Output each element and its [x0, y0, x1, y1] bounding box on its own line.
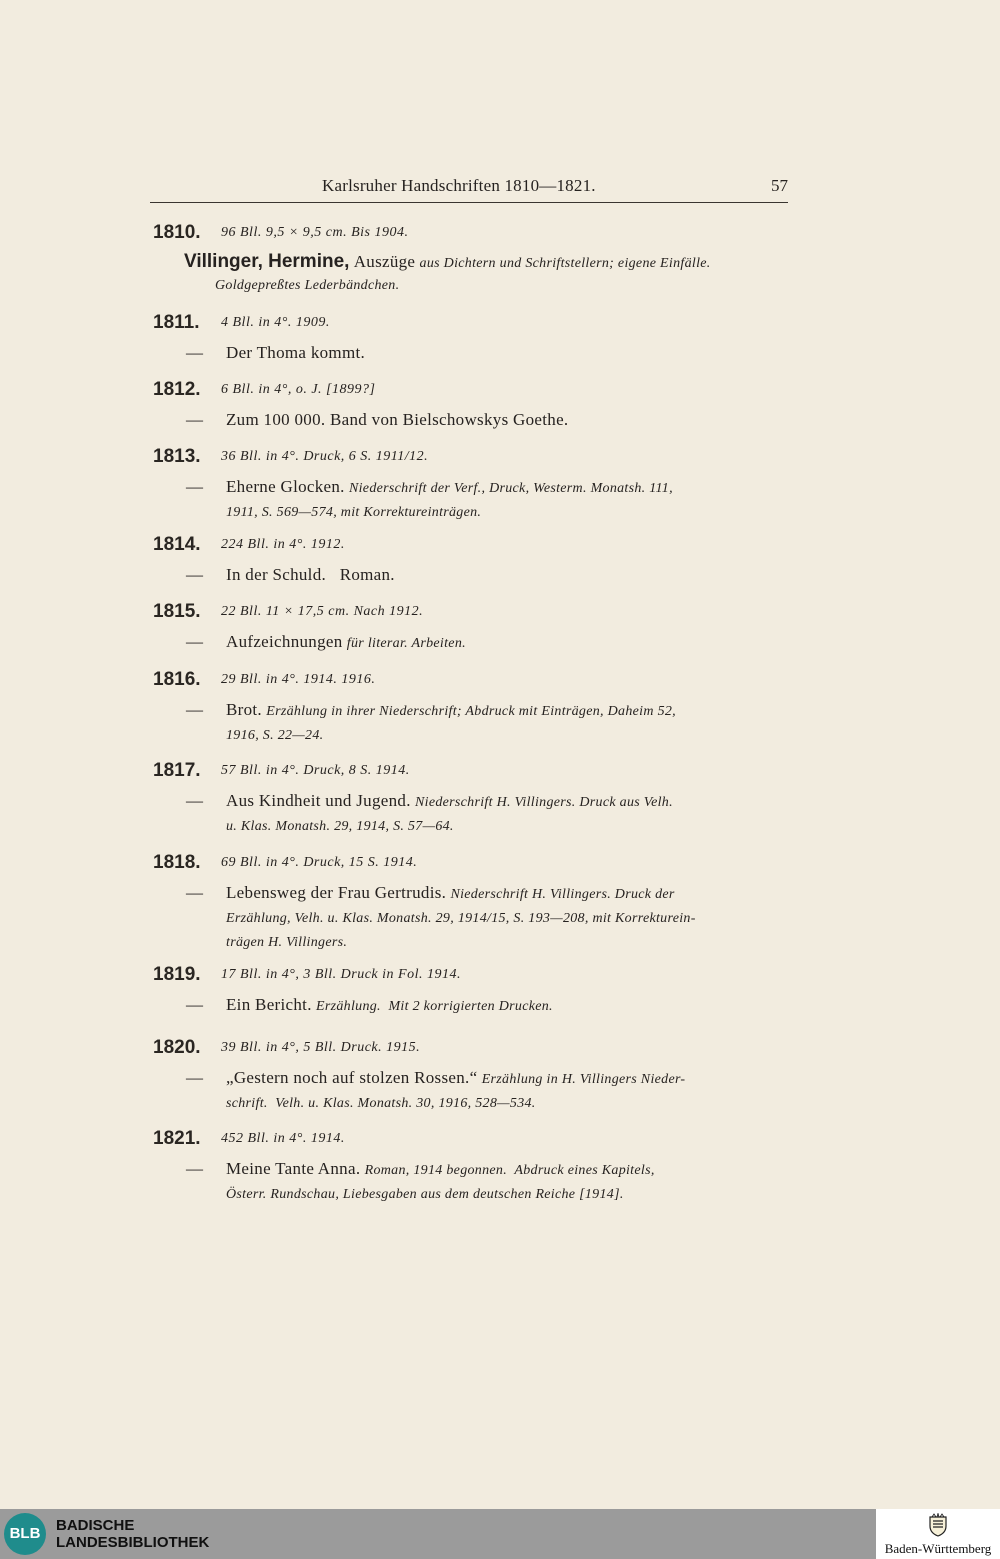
entry-dash: —: [186, 700, 203, 719]
entry-title: Der Thoma kommt.: [226, 343, 366, 362]
entry-number: 1819.: [153, 964, 201, 985]
entry-meta: 69 Bll. in 4°. Druck, 15 S. 1914.: [221, 855, 418, 870]
entry-note: Erzählung in H. Villingers Nieder-: [481, 1072, 686, 1087]
entry-dash: —: [186, 343, 203, 362]
entry-meta: 17 Bll. in 4°, 3 Bll. Druck in Fol. 1914.: [221, 967, 461, 982]
entry-number: 1820.: [153, 1037, 201, 1058]
entry-number: 1817.: [153, 760, 201, 781]
entry-meta: 4 Bll. in 4°. 1909.: [221, 315, 330, 330]
entry-title: Ein Bericht.: [226, 995, 312, 1014]
state-name: Baden-Württemberg: [884, 1541, 992, 1556]
entry-title: „Gestern noch auf stolzen Rossen.“: [226, 1068, 478, 1087]
entry-dash: —: [186, 1159, 203, 1178]
running-header: [150, 176, 788, 203]
entry-author: Villinger, Hermine,: [184, 251, 350, 272]
entry-note-continued: Österr. Rundschau, Liebesgaben aus dem deutschen Reiche [1914].: [226, 1187, 624, 1202]
entry-title: Eherne Glocken.: [226, 477, 345, 496]
entry-note: Erzählung. Mit 2 korrigierten Drucken.: [316, 999, 553, 1014]
library-name-line1: BADISCHE: [56, 1517, 135, 1534]
entry-note: Niederschrift H. Villingers. Druck der: [450, 887, 675, 902]
entry-title: Aus Kindheit und Jugend.: [226, 791, 411, 810]
entry-dash: —: [186, 565, 203, 584]
entry-title: Brot.: [226, 700, 262, 719]
entry-dash: —: [186, 995, 203, 1014]
entry-dash: —: [186, 632, 203, 651]
coat-of-arms-icon: [928, 1513, 948, 1537]
entry-number: 1813.: [153, 446, 201, 467]
entry-dash: —: [186, 410, 203, 429]
entry-meta: 6 Bll. in 4°, o. J. [1899?]: [221, 382, 376, 397]
entry-note-continued: Goldgepreßtes Lederbändchen.: [215, 278, 400, 293]
entry-note: für literar. Arbeiten.: [346, 636, 466, 651]
entry-dash: —: [186, 1068, 203, 1087]
library-footer: [0, 1509, 1000, 1559]
entry-meta: 22 Bll. 11 × 17,5 cm. Nach 1912.: [221, 604, 424, 619]
entry-note-continued: 1916, S. 22—24.: [226, 728, 324, 743]
entry-note-continued: u. Klas. Monatsh. 29, 1914, S. 57—64.: [226, 819, 454, 834]
entry-note-continued: trägen H. Villingers.: [226, 935, 348, 950]
entry-number: 1811.: [153, 312, 200, 333]
library-name-line2: LANDESBIBLIOTHEK: [56, 1534, 210, 1551]
entry-title: Aufzeichnungen: [226, 632, 343, 651]
entry-meta: 96 Bll. 9,5 × 9,5 cm. Bis 1904.: [221, 225, 409, 240]
entry-note-continued: 1911, S. 569—574, mit Korrektureinträgen.: [226, 505, 482, 520]
entry-number: 1815.: [153, 601, 201, 622]
entry-title: Zum 100 000. Band von Bielschowskys Goethe.: [226, 410, 569, 429]
entry-note-continued: schrift. Velh. u. Klas. Monatsh. 30, 1916, 528—534.: [226, 1096, 536, 1111]
entry-title: Lebensweg der Frau Gertrudis.: [226, 883, 447, 902]
entry-note: Roman, 1914 begonnen. Abdruck eines Kapitels,: [364, 1163, 655, 1178]
entry-title: Meine Tante Anna.: [226, 1159, 361, 1178]
entry-dash: —: [186, 791, 203, 810]
entry-note: Niederschrift H. Villingers. Druck aus Velh.: [415, 795, 673, 810]
blb-logo-text: BLB: [9, 1525, 41, 1542]
entry-number: 1814.: [153, 534, 201, 555]
entry-number: 1816.: [153, 669, 201, 690]
entry-meta: 452 Bll. in 4°. 1914.: [221, 1131, 345, 1146]
header-title: Karlsruher Handschriften 1810—1821.: [322, 176, 596, 195]
entry-meta: 39 Bll. in 4°, 5 Bll. Druck. 1915.: [221, 1040, 421, 1055]
entry-number: 1821.: [153, 1128, 201, 1149]
entry-meta: 36 Bll. in 4°. Druck, 6 S. 1911/12.: [221, 449, 429, 464]
entry-meta: 57 Bll. in 4°. Druck, 8 S. 1914.: [221, 763, 410, 778]
entry-description: [184, 251, 789, 275]
entry-dash: —: [186, 477, 203, 496]
entry-note: Erzählung in ihrer Niederschrift; Abdruck mit Einträgen, Daheim 52,: [266, 704, 676, 719]
blb-logo[interactable]: [4, 1513, 46, 1555]
entry-number: 1812.: [153, 379, 201, 400]
entry-dash: —: [186, 883, 203, 902]
entry-title: In der Schuld. Roman.: [226, 565, 395, 584]
entry-note: Niederschrift der Verf., Druck, Westerm. Monatsh. 111,: [348, 481, 673, 496]
entry-meta: 224 Bll. in 4°. 1912.: [221, 537, 345, 552]
entry-title: Auszüge: [353, 252, 416, 271]
page-number: 57: [771, 176, 788, 195]
state-logo[interactable]: [876, 1509, 1000, 1559]
entry-note-continued: Erzählung, Velh. u. Klas. Monatsh. 29, 1914/15, S. 193—208, mit Korrekturein-: [226, 911, 696, 926]
library-name[interactable]: [56, 1517, 209, 1551]
entry-meta: 29 Bll. in 4°. 1914. 1916.: [221, 672, 376, 687]
entry-note: aus Dichtern und Schriftstellern; eigene Einfälle.: [419, 256, 711, 271]
entry-number: 1818.: [153, 852, 201, 873]
entry-number: 1810.: [153, 222, 201, 243]
